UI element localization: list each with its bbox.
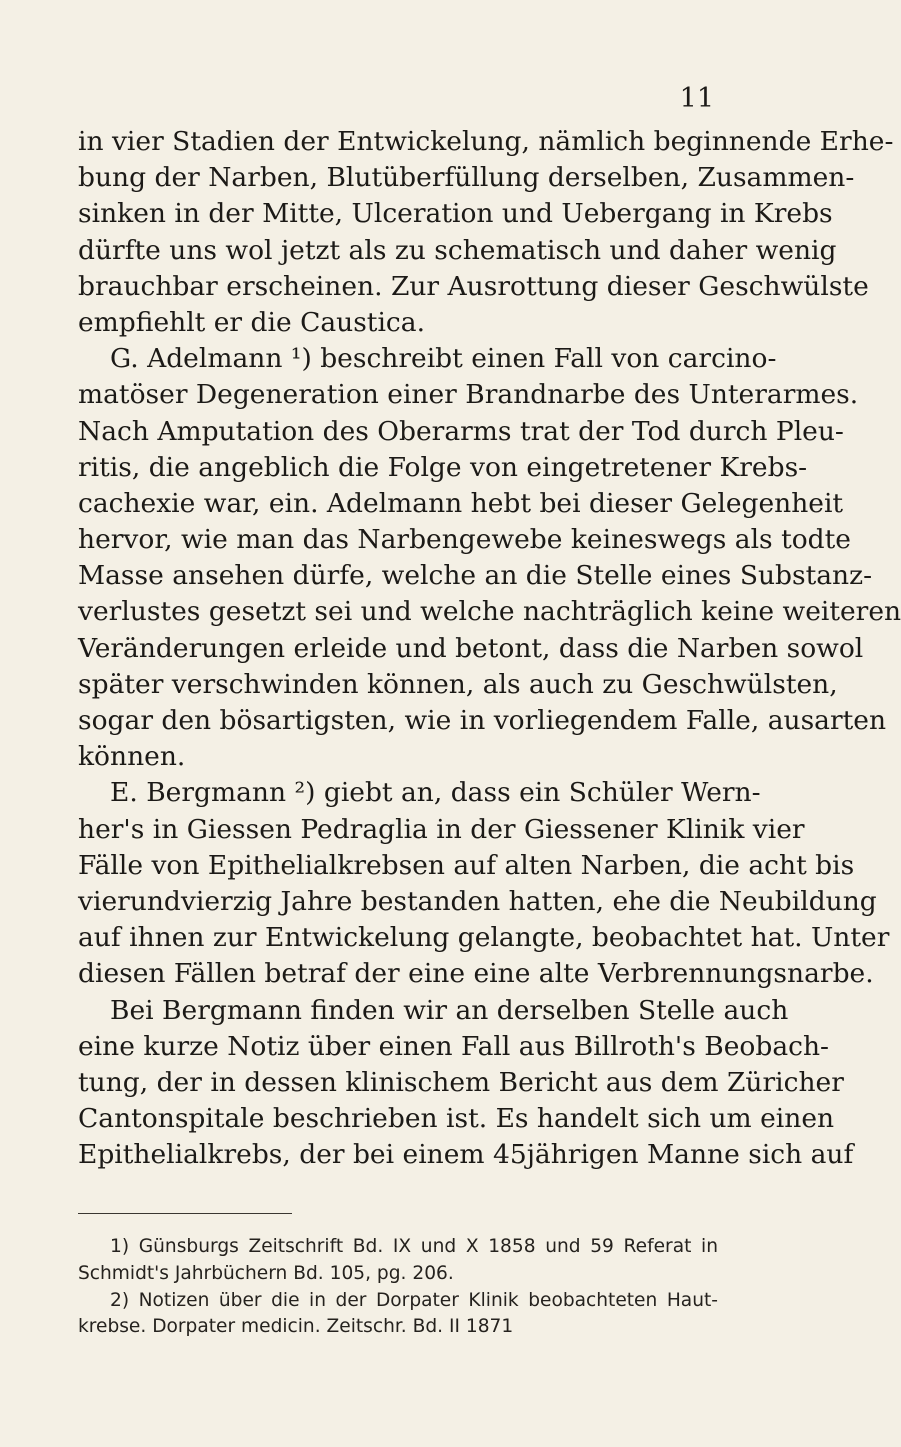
text-line: her's in Giessen Pedraglia in der Giessener Klinik vier [78,813,805,845]
text-line: Cantonspitale beschrieben ist. Es handelt sich um einen [78,1103,835,1135]
text-line: vierundvierzig Jahre bestanden hatten, ehe die Neubildung [78,885,877,917]
text-line: verlustes gesetzt sei und welche nachträglich keine weiteren [78,596,901,628]
text-line: brauchbar erscheinen. Zur Ausrottung dieser Geschwülste [78,270,869,302]
text-line: sinken in der Mitte, Ulceration und Uebergang in Krebs [78,198,833,230]
text-line: dürfte uns wol jetzt als zu schematisch und daher wenig [78,234,837,266]
footnotes [78,1234,718,1341]
text-line: hervor, wie man das Narbengewebe keineswegs als todte [78,524,851,556]
text-line: G. Adelmann ¹) beschreibt einen Fall von carcino- [110,343,777,375]
text-line: empfiehlt er die Caustica. [78,306,425,338]
text-line: sogar den bösartigsten, wie in vorliegendem Falle, ausarten [78,705,887,736]
text-line: in vier Stadien der Entwickelung, nämlich beginnende Erhe- [78,126,894,157]
text-line: Bei Bergmann finden wir an derselben Stelle auch [110,994,789,1026]
text-line: ritis, die angeblich die Folge von eingetretener Krebs- [78,451,808,483]
text-line: diesen Fällen betraf der eine eine alte Verbrennungsnarbe. [78,958,874,990]
text-line: eine kurze Notiz über einen Fall aus Billroth's Beobach- [78,1030,829,1062]
text-line: Nach Amputation des Oberarms trat der Tod durch Pleu- [78,415,844,447]
text-line: später verschwinden können, als auch zu Geschwülsten, [78,668,838,700]
footnote-line: 2) Notizen über die in der Dorpater Klinik beobachteten Haut- [110,1289,718,1311]
text-line: Masse ansehen dürfe, welche an die Stelle eines Substanz- [78,560,873,592]
text-line: cachexie war, ein. Adelmann hebt bei dieser Gelegenheit [78,487,844,519]
page-number: 11 [679,83,714,114]
footnote-line: krebse. Dorpater medicin. Zeitschr. Bd. II 1871 [78,1316,514,1338]
footnote-line: Schmidt's Jahrbüchern Bd. 105, pg. 206. [78,1262,454,1284]
text-line: E. Bergmann ²) giebt an, dass ein Schüler Wern- [110,777,761,809]
body-text [78,124,901,1173]
text-line: auf ihnen zur Entwickelung gelangte, beobachtet hat. Unter [78,922,890,954]
text-line: können. [78,741,186,773]
text-line: matöser Degeneration einer Brandnarbe des Unterarmes. [78,379,859,411]
text-line: Fälle von Epithelialkrebsen auf alten Narben, die acht bis [78,849,855,881]
text-line: bung der Narben, Blutüberfüllung derselben, Zusammen- [78,162,855,194]
text-line: Veränderungen erleide und betont, dass die Narben sowol [78,632,864,664]
text-line: Epithelialkrebs, der bei einem 45jährigen Manne sich auf [78,1139,854,1171]
footnote-divider [78,1213,292,1214]
text-line: tung, der in dessen klinischem Bericht aus dem Züricher [78,1066,844,1098]
footnote-line: 1) Günsburgs Zeitschrift Bd. IX und X 1858 und 59 Referat in [110,1236,718,1257]
